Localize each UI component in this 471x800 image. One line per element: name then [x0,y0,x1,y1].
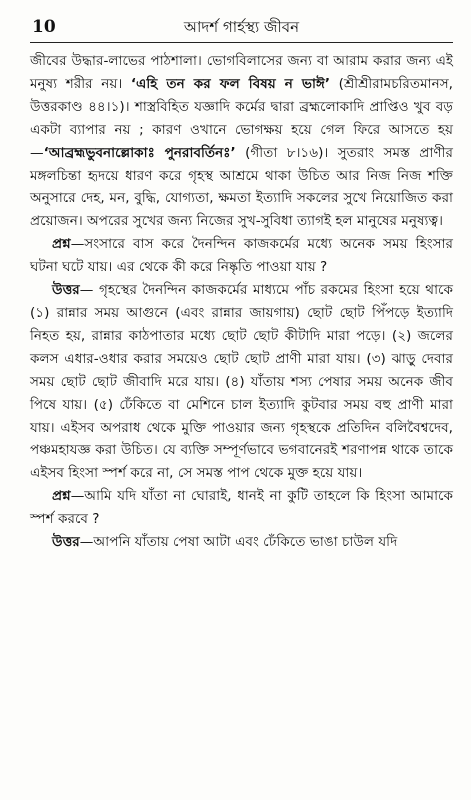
gita-quote: ‘আব্রহ্মভুবনাল্লোকাঃ পুনরাবর্তিনঃ’ [43,144,236,161]
answer-text: —আপনি যাঁতায় পেষা আটা এবং ঢেঁকিতে ভাঙা চাউল যদি [79,534,398,551]
question-1 [30,233,453,279]
paragraph-text: (গীতা ৮।১৬)। সুতরাং সমস্ত প্রাণীর মঙ্গলচিন্তা হৃদয়ে ধারণ করে গৃহস্থ আশ্রমে থাকা উচিত আর নিজ নিজ শক্তি অনুসারে দেহ, মন, বুদ্ধি, যোগ্যতা, ক্ষমতা ইত্যাদি সকলের সুখে নিয়োজিত করা প্রয়োজন। অপরের সুখের জন্য নিজের সুখ-সুবিধা ত্যাগই হল মানুষের মনুষ্যত্ব। [30,144,453,230]
question-text: —আমি যদি যাঁতা না ঘোরাই, ধানই না কুটি তাহলে কি হিংসা আমাকে স্পর্শ করবে ? [30,488,453,528]
question-2 [30,485,453,531]
answer-2 [30,531,453,554]
paragraph-text: (শ্রীশ্রীরামচরিতমানস, উত্তরকাণ্ড ৪৪।১)। শাস্ত্রবিহিত যজ্ঞাদি কর্মের দ্বারা ব্রহ্মলোকাদি প্রাপ্তিও খুব বড় একটা ব্যাপার নয় ; কারণ ওখানে ভোগক্ষয় হয়ে গেল ফিরে আসতে হয়— [30,75,454,161]
question-label: প্রশ্ন [52,236,71,253]
answer-label: উত্তর [52,282,80,299]
body-text [30,50,453,554]
page-number: 10 [32,17,56,37]
answer-label: উত্তর [52,534,80,551]
question-text: —সংসারে বাস করে দৈনন্দিন কাজকর্মের মধ্যে অনেক সময় হিংসার ঘটনা ঘটে যায়। এর থেকে কী করে নিষ্কৃতি পাওয়া যায় ? [30,236,453,276]
paragraph-1 [30,50,453,233]
ramcharitmanas-quote: ‘এহি তন কর ফল বিষয় ন ভাঈ’ [130,75,331,92]
answer-1 [30,279,453,485]
page-header [30,14,453,43]
question-label: প্রশ্ন [52,488,71,505]
answer-text: — গৃহস্থের দৈনন্দিন কাজকর্মের মাধ্যমে পাঁচ রকমের হিংসা হয়ে থাকে (১) রান্নার সময় আগুনে (এবং রান্নার জায়গায়) ছোট ছোট পিঁপড়ে ইত্যাদি নিহত হয়, রান্নার কাঠপাতার মধ্যে ছোট ছোট কীটাদি মারা পড়ে। (২) জলের কলস এধার-ওধার করার সময়েও ছোট ছোট প্রাণী মারা যায়। (৩) ঝাড়ু দেবার সময় ছোট ছোট জীবাদি মরে যায়। (৪) যাঁতায় শস্য পেষার সময় অনেক জীব পিষে যায়। (৫) ঢেঁকিতে বা মেশিনে চাল ইত্যাদি কুটবার সময় বহু প্রাণী মারা যায়। এইসব অপরাধ থেকে মুক্তি পাওয়ার জন্য গৃহস্থকে প্রতিদিন বলিবৈশ্বদেব, পঞ্চমহাযজ্ঞ করা উচিত। যে ব্যক্তি সম্পূর্ণভাবে ভগবানেরই শরণাপন্ন থাকে তাকে এইসব হিংসা স্পর্শ করে না, সে সমস্ত পাপ থেকে মুক্ত হয়ে যায়। [30,282,453,482]
running-title: আদর্শ গার্হস্থ্য জীবন [183,18,300,36]
paragraph-text: জীবের উদ্ধার-লাভের পাঠশালা। ভোগবিলাসের জন্য বা আরাম করার জন্য এই মনুষ্য শরীর নয়। [30,53,453,92]
